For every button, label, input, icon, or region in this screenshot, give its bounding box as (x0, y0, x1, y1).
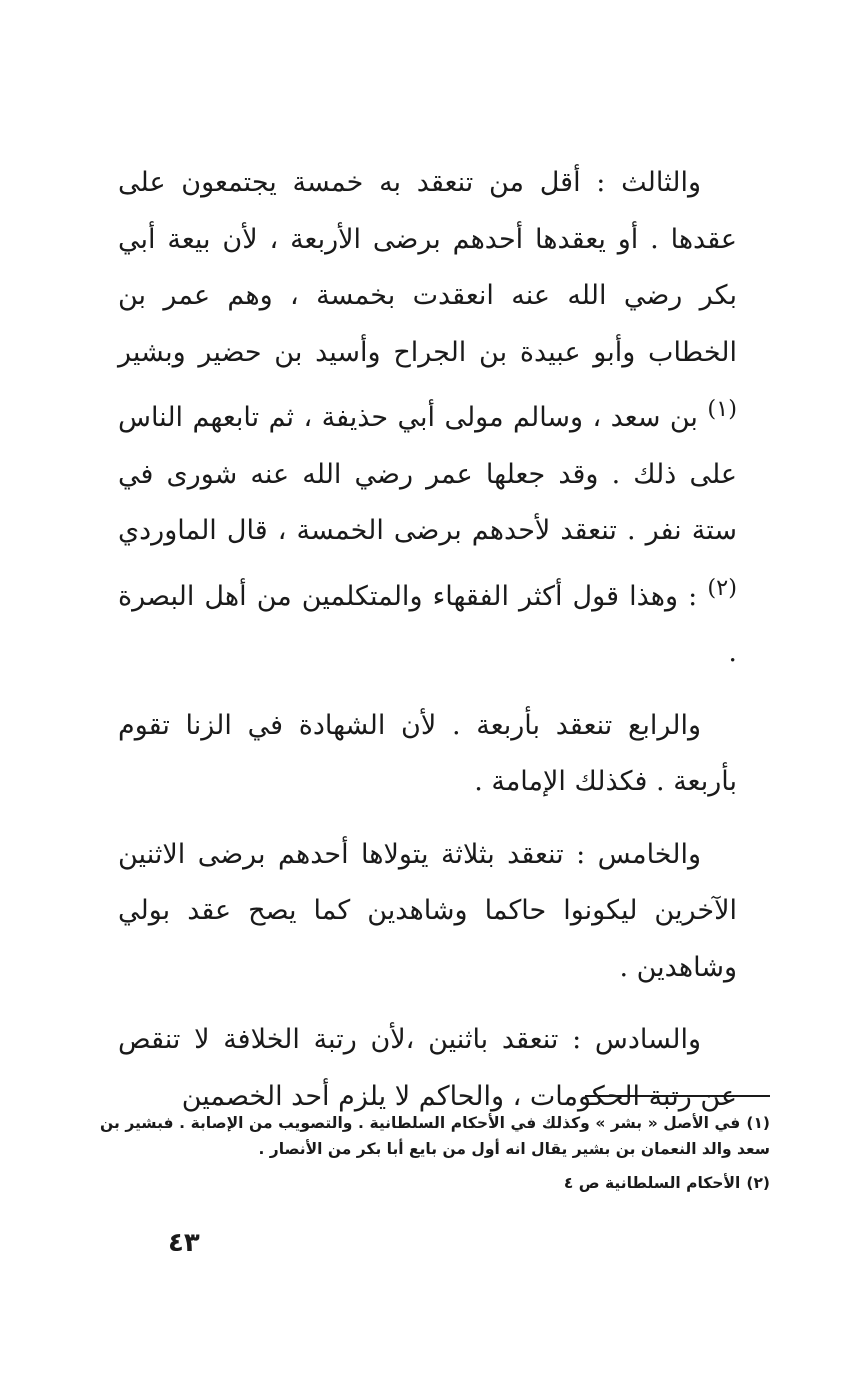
paragraph-text: والثالث : أقل من تنعقد به خمسة يجتمعون على عقدها . أو يعقدها أحدهم برضى الأربعة ، لأن بيعة أبي بكر رضي الله عنه انعقدت بخمسة ، وهم عمر بن الخطاب وأبو عبيدة بن الجراح وأسيد بن حضير وبشير (118, 167, 737, 368)
paragraph-text: : وهذا قول أكثر الفقهاء والمتكلمين من أهل البصرة . (118, 580, 737, 668)
footnote-text: في الأصل « بشر » وكذلك في الأحكام السلطانية . والتصويب من الإصابة . فبشير بن سعد والد النعمان بن بشير يقال انه أول من بايع أبا بكر من الأنصار . (100, 1114, 770, 1158)
footnotes (100, 1110, 770, 1196)
footnote-text: الأحكام السلطانية ص ٤ (563, 1174, 741, 1192)
paragraph-fourth-opinion (118, 698, 737, 811)
paragraph-fifth-opinion (118, 827, 737, 997)
paragraph-text: والسادس : تنعقد باثنين ،لأن رتبة الخلافة لا تنقص عن رتبة الحكومات ، والحاكم لا يلزم أحد الخصمين (118, 1024, 737, 1112)
paragraph-text: والرابع تنعقد بأربعة . لأن الشهادة في الزنا تقوم بأربعة . فكذلك الإمامة . (118, 709, 737, 797)
footnote-divider (585, 1095, 770, 1097)
footnote-item (100, 1110, 770, 1162)
paragraph-text: والخامس : تنعقد بثلاثة يتولاها أحدهم برضى الاثنين الآخرين ليكونوا حاكما وشاهدين كما يصح عقد بولي وشاهدين . (118, 838, 737, 983)
footnote-marker: (١) (746, 1114, 770, 1132)
footnote-reference[interactable]: (٢) (707, 574, 737, 601)
footnote-item (100, 1170, 770, 1196)
page-number: ٤٣ (168, 1228, 200, 1258)
paragraph-sixth-opinion (118, 1012, 737, 1125)
main-text (118, 155, 737, 1125)
paragraph-text: بن سعد ، وسالم مولى أبي حذيفة ، ثم تابعهم الناس على ذلك . وقد جعلها عمر رضي الله عنه شورى في ستة نفر . تنعقد لأحدهم برضى الخمسة ، قال الماوردي (118, 402, 737, 546)
footnote-marker: (٢) (746, 1174, 770, 1192)
footnote-reference[interactable]: (١) (707, 396, 737, 422)
paragraph-third-opinion (118, 155, 737, 682)
